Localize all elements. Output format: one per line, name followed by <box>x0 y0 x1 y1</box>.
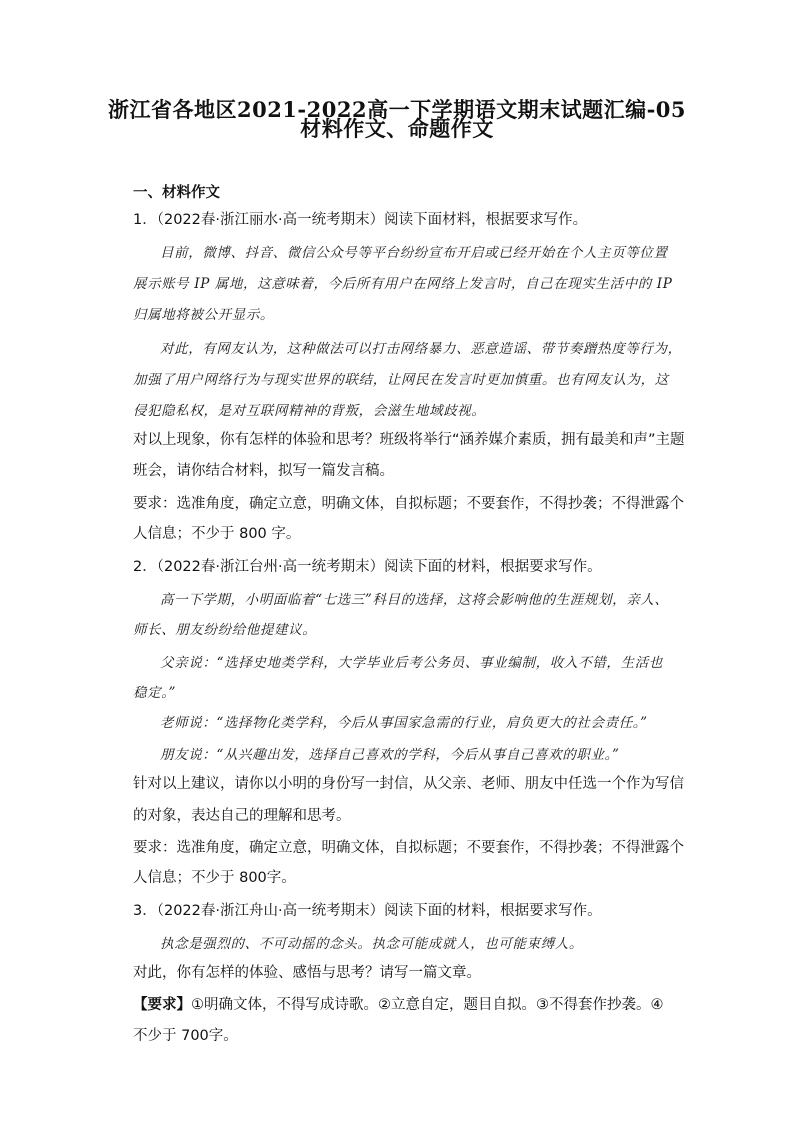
q1-task-line: 对以上现象，你有怎样的体验和思考？班级将举行“涵养媒介素质，拥有最美和声”主题 <box>133 432 685 448</box>
q3-material-line: 执念是强烈的、不可动摇的念头。执念可能成就人，也可能束缚人。 <box>160 936 583 952</box>
q3-task-line: 对此，你有怎样的体验、感悟与思考？请写一篇文章。 <box>133 965 481 981</box>
q2-material-line: 父亲说：“选择史地类学科，大学毕业后考公务员、事业编制，收入不错，生活也 <box>160 655 663 671</box>
q1-material-line: 目前，微博、抖音、微信公众号等平台纷纷宣布开启或已经开始在个人主页等位置 <box>160 245 668 261</box>
q3-requirement-line: 不少于 700字。 <box>133 1028 238 1044</box>
requirement-label: 【要求】 <box>133 997 191 1013</box>
q2-material-line: 老师说：“选择物化类学科，今后从事国家急需的行业，肩负更大的社会责任。” <box>160 715 648 731</box>
q1-material-line: 归属地将被公开显示。 <box>133 307 274 323</box>
question-2-header: 2．（2022春·浙江台州·高一统考期末）阅读下面的材料，根据要求写作。 <box>133 559 602 575</box>
question-3-header: 3．（2022春·浙江舟山·高一统考期末）阅读下面的材料，根据要求写作。 <box>133 903 602 919</box>
q2-material-line: 高一下学期，小明面临着“七选三”科目的选择，这将会影响他的生涯规划，亲人、 <box>160 592 669 608</box>
q1-material-line: 对此，有网友认为，这种做法可以打击网络暴力、恶意造谣、带节奏蹭热度等行为， <box>160 341 682 357</box>
question-1-header: 1．（2022春·浙江丽水·高一统考期末）阅读下面材料，根据要求写作。 <box>133 212 588 228</box>
q3-requirement-line <box>133 995 663 1015</box>
document-subtitle: 材料作文、命题作文 <box>300 116 494 141</box>
q2-material-line: 师长、朋友纷纷给他提建议。 <box>133 622 317 638</box>
q1-requirement-line: 要求：选准角度，确定立意，明确文体，自拟标题；不要套作，不得抄袭；不得泄露个 <box>133 496 684 512</box>
q1-task-line: 班会，请你结合材料，拟写一篇发言稿。 <box>133 463 394 479</box>
q2-task-line: 的对象，表达自己的理解和思考。 <box>133 808 351 824</box>
q2-task-line: 针对以上建议，请你以小明的身份写一封信，从父亲、老师、朋友中任选一个作为写信 <box>133 776 684 792</box>
q1-requirement-line: 人信息；不少于 800 字。 <box>133 526 301 542</box>
document-title: 浙江省各地区2021-2022高一下学期语文期末试题汇编-05 <box>107 97 687 122</box>
q1-material-line: 侵犯隐私权，是对互联网精神的背叛，会滋生地域歧视。 <box>133 403 486 419</box>
q1-material-line: 加强了用户网络行为与现实世界的联结，让网民在发言时更加慎重。也有网友认为，这 <box>133 372 669 388</box>
q2-requirement-line: 人信息；不少于 800字。 <box>133 870 296 886</box>
q2-requirement-line: 要求：选准角度，确定立意，明确文体，自拟标题；不要套作，不得抄袭；不得泄露个 <box>133 840 684 856</box>
requirement-text: ①明确文体，不得写成诗歌。②立意自定，题目自拟。③不得套作抄袭。④ <box>191 997 664 1013</box>
q1-material-line: 展示账号 IP 属地，这意味着，今后所有用户在网络上发言时，自己在现实生活中的 IP <box>133 276 673 292</box>
q2-material-line: 稳定。” <box>133 685 177 701</box>
section-heading: 一、材料作文 <box>133 185 220 201</box>
q2-material-line: 朋友说：“从兴趣出发，选择自己喜欢的学科，今后从事自己喜欢的职业。” <box>160 747 620 763</box>
